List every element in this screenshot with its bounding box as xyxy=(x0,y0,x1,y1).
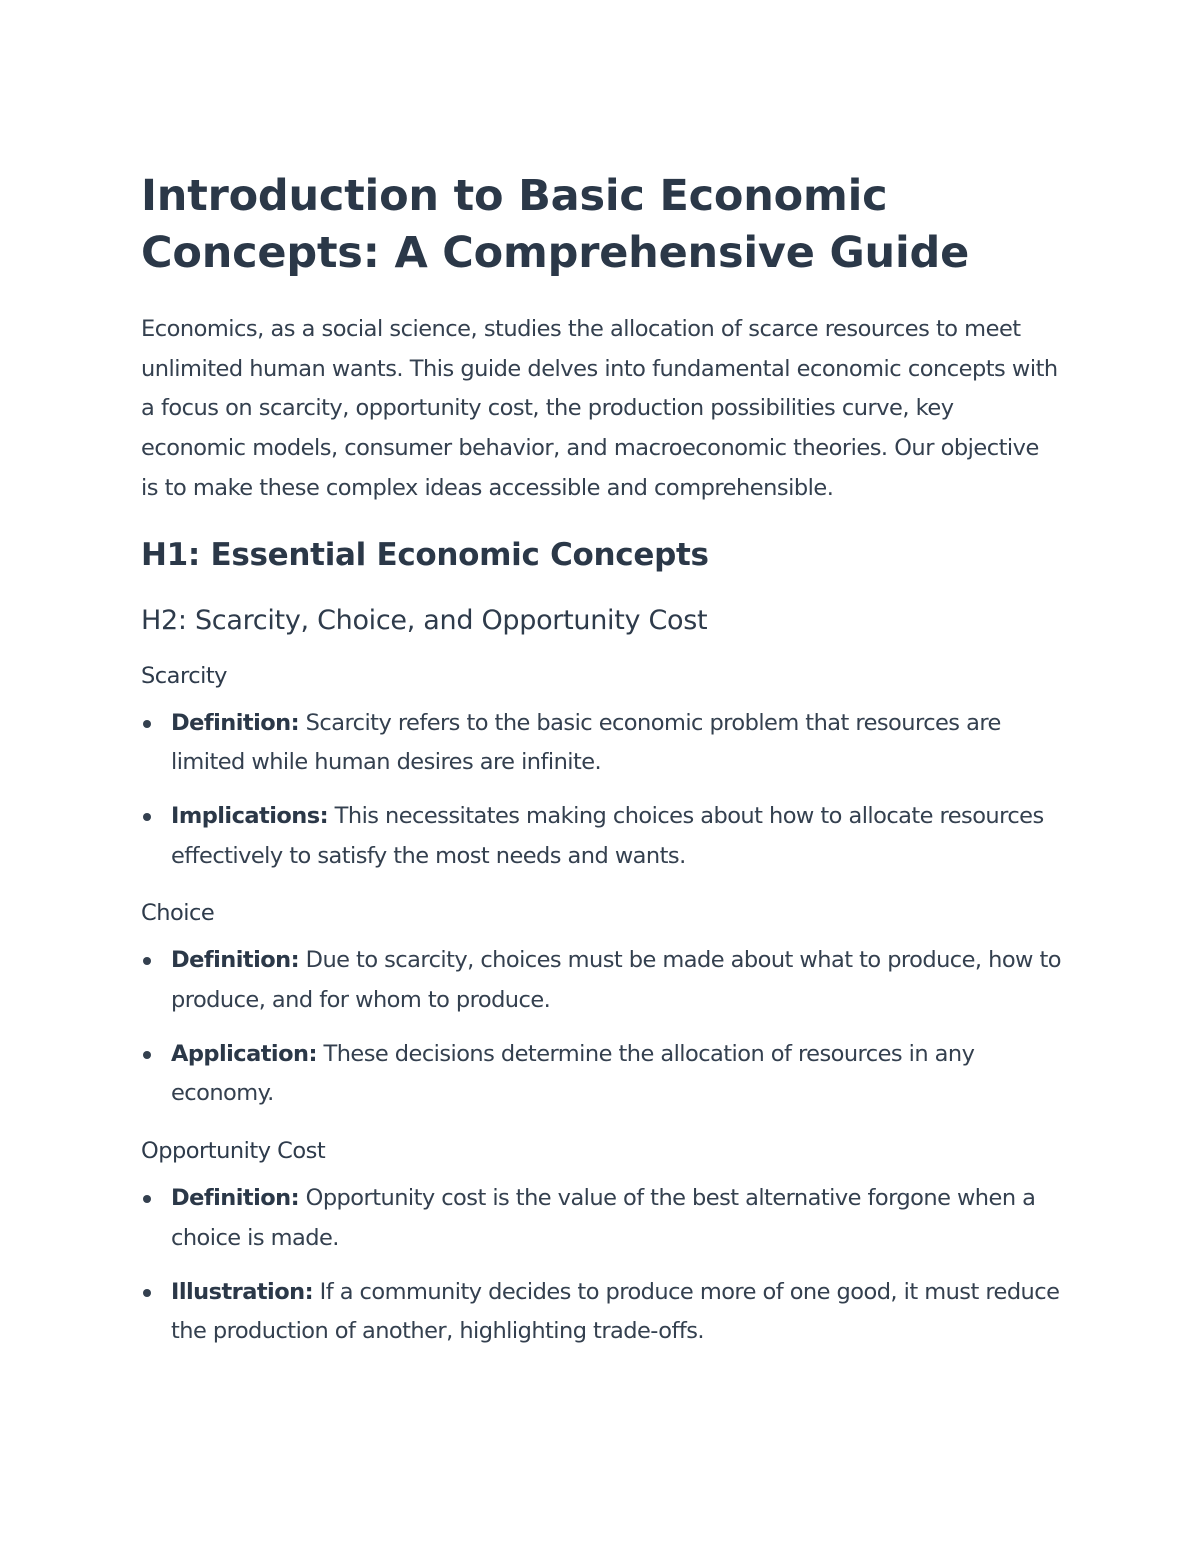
document-page xyxy=(141,168,1061,1352)
list-item xyxy=(141,704,1061,783)
subsection-heading-scarcity: Scarcity xyxy=(141,662,227,689)
bullet-icon xyxy=(143,1195,151,1203)
bullet-icon xyxy=(143,1289,151,1297)
list-item xyxy=(141,797,1061,876)
document-title: Introduction to Basic Economic Concepts: A Comprehensive Guide xyxy=(141,171,970,278)
section-heading-h1: H1: Essential Economic Concepts xyxy=(141,536,709,573)
list-item-text: These decisions determine the allocation of resources in any economy. xyxy=(171,1040,975,1107)
list-item-term: Definition: xyxy=(171,947,300,974)
list-item-text: Due to scarcity, choices must be made about what to produce, how to produce, and for whom to produce. xyxy=(171,947,1061,1014)
bullet-icon xyxy=(143,720,151,728)
list-item-text: Scarcity refers to the basic economic problem that resources are limited while human desires are infinite. xyxy=(171,709,1001,776)
list-item-term: Illustration: xyxy=(171,1278,314,1305)
choice-list xyxy=(141,941,1061,1114)
bullet-icon xyxy=(143,957,151,965)
list-item-text: Opportunity cost is the value of the best alternative forgone when a choice is made. xyxy=(171,1185,1036,1251)
bullet-icon xyxy=(143,1051,151,1059)
list-item xyxy=(141,1179,1061,1258)
list-item xyxy=(141,1035,1061,1114)
list-item-term: Definition: xyxy=(171,1185,300,1212)
intro-paragraph: Economics, as a social science, studies the allocation of scarce resources to meet unlimited human wants. This guide delves into fundamental economic concepts with a focus on scarcity, opportunity cost, the production possibilities curve, key economic models, consumer behavior, and macroeconomic theories. Our objective is to make these complex ideas accessible and comprehensible. xyxy=(141,316,1058,501)
subsection-heading-choice: Choice xyxy=(141,900,215,927)
bullet-icon xyxy=(143,813,151,821)
section-heading-h2: H2: Scarcity, Choice, and Opportunity Cost xyxy=(141,604,708,636)
subsection-heading-opportunity-cost: Opportunity Cost xyxy=(141,1138,326,1165)
list-item-term: Implications: xyxy=(171,802,329,829)
opportunity-cost-list xyxy=(141,1179,1061,1352)
list-item-term: Application: xyxy=(171,1040,317,1067)
scarcity-list xyxy=(141,704,1061,877)
list-item xyxy=(141,1273,1061,1352)
list-item-text: If a community decides to produce more of one good, it must reduce the production of another, highlighting trade-offs. xyxy=(171,1278,1060,1345)
list-item xyxy=(141,941,1061,1020)
list-item-term: Definition: xyxy=(171,709,300,736)
list-item-text: This necessitates making choices about how to allocate resources effectively to satisfy the most needs and wants. xyxy=(171,802,1044,869)
